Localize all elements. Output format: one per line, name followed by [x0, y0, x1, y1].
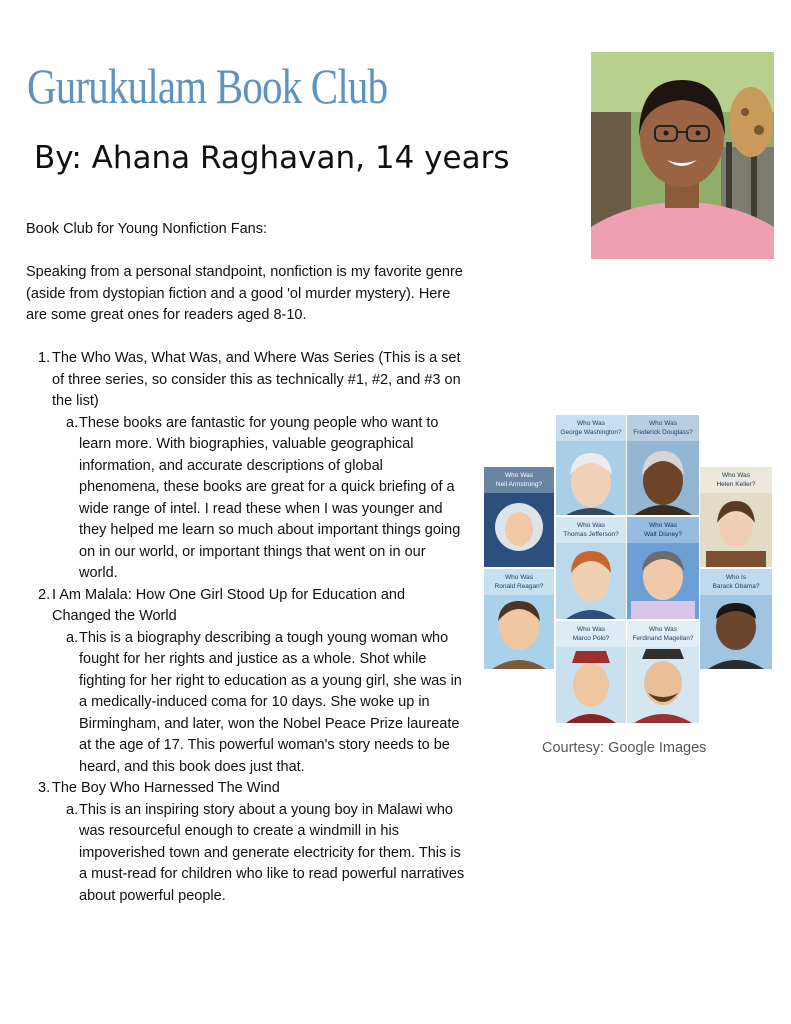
book-cover	[484, 569, 554, 669]
list-item-number: 2.	[38, 586, 51, 603]
svg-text:Who Is: Who Is	[725, 574, 747, 581]
book-note	[26, 413, 466, 585]
author-photo-illustration	[591, 52, 774, 259]
list-item	[26, 778, 466, 800]
svg-text:Ferdinand Magellan?: Ferdinand Magellan?	[632, 635, 694, 642]
svg-text:Walt Disney?: Walt Disney?	[643, 531, 683, 538]
svg-text:Who Was: Who Was	[577, 522, 605, 529]
list-item	[26, 585, 466, 628]
svg-text:George Washington?: George Washington?	[560, 429, 622, 436]
note-marker: a.	[66, 414, 79, 431]
svg-text:Who Was: Who Was	[722, 472, 750, 479]
book-title: The Boy Who Harnessed The Wind	[52, 780, 280, 796]
author-byline: By: Ahana Raghavan, 14 years	[34, 140, 510, 176]
book-cover	[556, 621, 626, 723]
book-title: I Am Malala: How One Girl Stood Up for Education and Changed the World	[52, 586, 406, 624]
svg-text:Marco Polo?: Marco Polo?	[572, 635, 610, 642]
svg-text:Barack Obama?: Barack Obama?	[712, 583, 760, 590]
author-photo	[591, 52, 774, 259]
book-title: The Who Was, What Was, and Where Was Series (This is a set of three series, so consider this as technically #1, #2, and #3 on the list)	[52, 350, 461, 409]
book-cover	[700, 467, 772, 567]
book-cover	[700, 569, 772, 669]
book-cover	[627, 621, 699, 723]
book-note	[26, 800, 466, 908]
list-item	[26, 348, 466, 413]
svg-text:Who Was: Who Was	[577, 420, 605, 427]
book-note-text: These books are fantastic for young people who want to learn more. With biographies, valuable geographical information, and accurate descriptions of global phenomena, these books are great for a quick briefing of a wide range of intel. I read these when I was younger and they helped me learn so much about important things going on in our world, or important things that went on in our world.	[79, 414, 461, 581]
svg-text:Neil Armstrong?: Neil Armstrong?	[495, 481, 543, 488]
book-cover	[484, 467, 554, 567]
svg-text:Who Was: Who Was	[649, 420, 677, 427]
svg-text:Ronald Reagan?: Ronald Reagan?	[494, 583, 544, 590]
book-note-text: This is a biography describing a tough young woman who fought for her rights and justice as a whole. Shot while fighting for her right to education as a young girl, she was in a medically-induced coma for 10 days. She woke up in Birmingham, and later, won the Nobel Peace Prize laureate at the age of 17. This powerful woman's story needs to be heard, and this book does just that.	[79, 629, 462, 775]
svg-text:Who Was: Who Was	[649, 626, 677, 633]
book-cover	[556, 415, 626, 515]
image-caption: Courtesy: Google Images	[542, 740, 707, 756]
book-cover	[627, 415, 699, 515]
book-note	[26, 628, 466, 779]
intro-heading: Book Club for Young Nonfiction Fans:	[26, 221, 268, 237]
book-cover-collage	[484, 415, 774, 725]
svg-text:Helen Keller?: Helen Keller?	[716, 481, 756, 488]
book-list	[26, 348, 466, 907]
note-marker: a.	[66, 801, 79, 818]
svg-text:Thomas Jefferson?: Thomas Jefferson?	[563, 531, 619, 538]
list-item-number: 1.	[38, 350, 51, 366]
book-cover	[627, 517, 699, 619]
book-cover	[556, 517, 626, 619]
note-marker: a.	[66, 629, 79, 646]
article-body	[26, 219, 466, 907]
svg-text:Who Was: Who Was	[505, 574, 533, 581]
svg-text:Frederick Douglass?: Frederick Douglass?	[633, 429, 693, 436]
list-item-number: 3.	[38, 780, 51, 796]
intro-paragraph: Speaking from a personal standpoint, nonfiction is my favorite genre (aside from dystopian fiction and a good 'ol murder mystery). Here are some great ones for readers aged 8-10.	[26, 264, 463, 323]
svg-text:Who Was: Who Was	[505, 472, 533, 479]
svg-text:Who Was: Who Was	[649, 522, 677, 529]
page-title: Gurukulam Book Club	[27, 58, 388, 114]
book-note-text: This is an inspiring story about a young boy in Malawi who was resourceful enough to create a windmill in his impoverished town and generate electricity for them. This is a must-read for children who like to read powerful narratives about powerful people.	[79, 801, 465, 904]
svg-text:Who Was: Who Was	[577, 626, 605, 633]
